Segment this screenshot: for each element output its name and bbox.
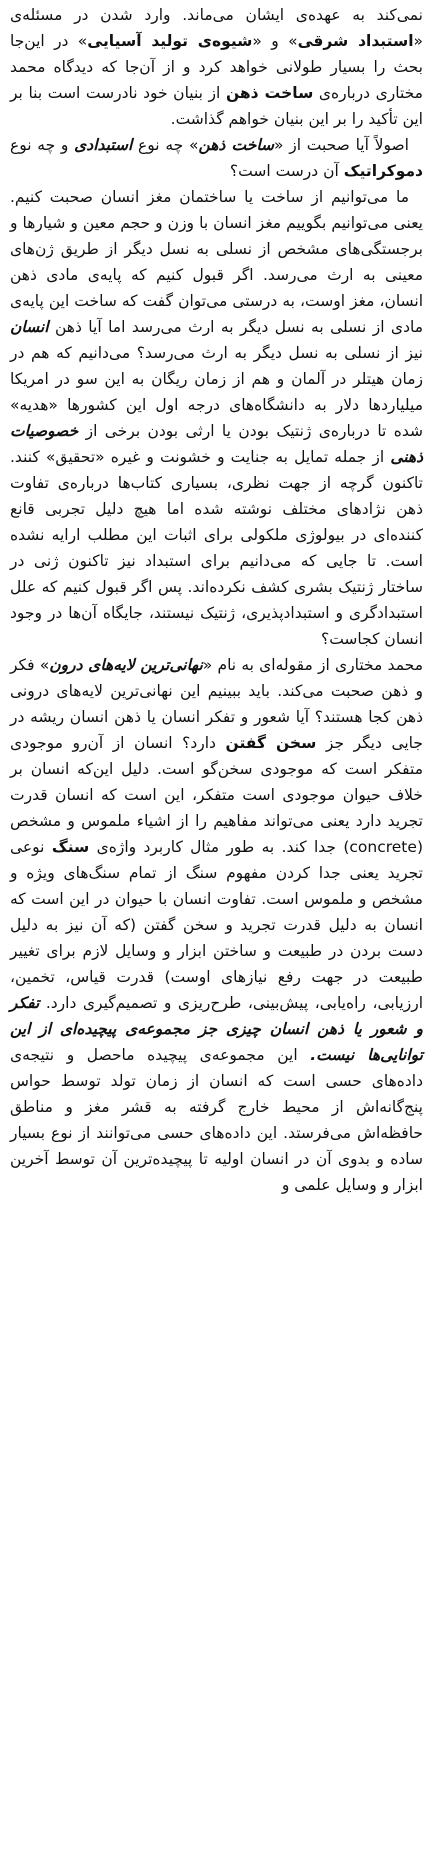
text-run: محمد مختاری از مقوله‌ای به نام « <box>202 656 423 674</box>
paragraph <box>10 184 423 652</box>
text-run: دارد؟ انسان از آن‌رو موجودی متفکر است که موجودی سخن‌گو است. دلیل این‌که انسان بر خلاف حیوان موجودی است متفکر، این است که انسان قدرت تجرید دارد یعنی می‌تواند مفاهیم را از اشیاء ملموس و مشخص (concrete) جدا کند. به طور مثال کاربرد واژه‌ی <box>10 734 423 856</box>
text-run: ما می‌توانیم از ساخت یا ساختمان مغز انسان صحبت کنیم. یعنی می‌توانیم بگوییم مغز انسان با وزن و حجم معین و شیارها و برجستگی‌های مشخص از نسلی به نسل دیگر از طریق ژن‌های معینی به ارث می‌رسد. اگر قبول کنیم که پایه‌ی مادی ذهن انسان، مغز اوست، به درستی می‌توان گفت که ساخت این پایه‌ی مادی از نسلی به نسل دیگر به ارث می‌رسد اما آیا ذهن <box>10 188 423 336</box>
emphasis-text: سنگ <box>51 838 90 856</box>
emphasis-text: تفکر و شعور یا ذهن انسان چیزی جز مجموعه‌ی پیچیده‌ای از این توانایی‌ها نیست. <box>10 994 423 1064</box>
emphasis-text: ساخت ذهن <box>225 84 314 102</box>
emphasis-text: استبداد شرقی <box>297 32 414 50</box>
text-run: » فکر و ذهن صحبت می‌کند. باید ببینیم این نهانی‌ترین لایه‌های درونی ذهن کجا هستند؟ آیا شعور و تفکر انسان یا ذهن انسان ریشه در جایی دیگر جز <box>10 656 423 752</box>
paragraph <box>10 132 423 184</box>
emphasis-text: استبدادی <box>74 136 133 154</box>
emphasis-text: دموکراتیک <box>343 162 423 180</box>
emphasis-text: نهانی‌ترین لایه‌های درون <box>49 656 203 674</box>
text-run: » چه نوع <box>132 136 199 154</box>
text-run: از جمله تمایل به جنایت و خشونت و غیره «تحقیق» کنند. تاکنون گرچه از جهت نظری، بسیاری کتاب‌ها درباره‌ی تفاوت ذهن نژادهای مختلف نوشته شده اما هیچ دلیل تجربی قانع کننده‌ای در بیولوژی ملکولی برای اثبات این مطلب ارایه نشده است. تا جایی که می‌دانیم برای استبداد نیز تاکنون ژنی در ساختار ژنتیک بشری کشف نکرده‌اند. پس اگر قبول کنیم که علل استبدادگری و استبدادپذیری، ژنتیک نیستند، جایگاه آن‌ها در وجود انسان کجاست؟ <box>10 448 423 648</box>
text-run: » و « <box>252 32 298 50</box>
text-run: اصولاً آیا صحبت از « <box>274 136 409 154</box>
emphasis-text: ساخت ذهن <box>198 136 275 154</box>
emphasis-text: شیوه‌ی تولید آسیایی <box>87 32 253 50</box>
emphasis-text: خصوصیات ذهنی <box>10 422 423 466</box>
text-run: نیز از نسلی به نسل دیگر به ارث می‌رسد؟ می‌دانیم که هم در زمان هیتلر در آلمان و هم از زمان ریگان به این سو در امریکا میلیاردها دلار به دانشگاه‌های درجه اول این کشورها «هدیه» شده تا درباره‌ی ژنتیک بودن یا ارثی بودن برخی از <box>10 344 423 440</box>
text-run: آن درست است؟ <box>229 162 344 180</box>
text-run: نوعی تجرید یعنی جدا کردن مفهوم سنگ از تمام سنگ‌های ویژه و مشخص و ملموس است. تفاوت انسان با حیوان در این است که انسان به دلیل قدرت تجرید و سخن گفتن (که آن نیز به دلیل دست بردن در طبیعت و ساختن ابزار و وسایل لازم برای تغییر طبیعت در جهت رفع نیازهای اوست) قدرت قیاس، تخمین، ارزیابی، راه‌یابی، پیش‌بینی، طرح‌ریزی و تصمیم‌گیری دارد. <box>10 838 423 1012</box>
emphasis-text: انسان <box>10 318 49 336</box>
text-run: نمی‌کند به عهده‌ی ایشان می‌ماند. وارد شدن در مسئله‌ی « <box>10 6 424 50</box>
text-run: » در این‌جا بحث را بسیار طولانی خواهد کرد و از آن‌جا که دیدگاه محمد مختاری درباره‌ی <box>10 32 423 102</box>
paragraph <box>10 652 423 1198</box>
text-run: این مجموعه‌ی پیچیده ماحصل و نتیجه‌ی داده‌های حسی است که انسان از زمان تولد توسط حواس پنج‌گانه‌اش از محیط خارج گرفته به قشر مغز و مناطق حافظه‌اش می‌فرستد. این داده‌های حسی می‌توانند از نوع بسیار ساده و بدوی آن در انسان اولیه تا پیچیده‌ترین آن توسط آخرین ابزار و وسایل علمی و <box>10 1046 423 1194</box>
text-run: و چه نوع <box>10 136 75 154</box>
paragraph <box>10 2 423 132</box>
text-run: از بنیان خود نادرست است بنا بر این تأکید را بر این بنیان خواهم گذاشت. <box>10 84 423 128</box>
emphasis-text: سخن گفتن <box>225 734 317 752</box>
